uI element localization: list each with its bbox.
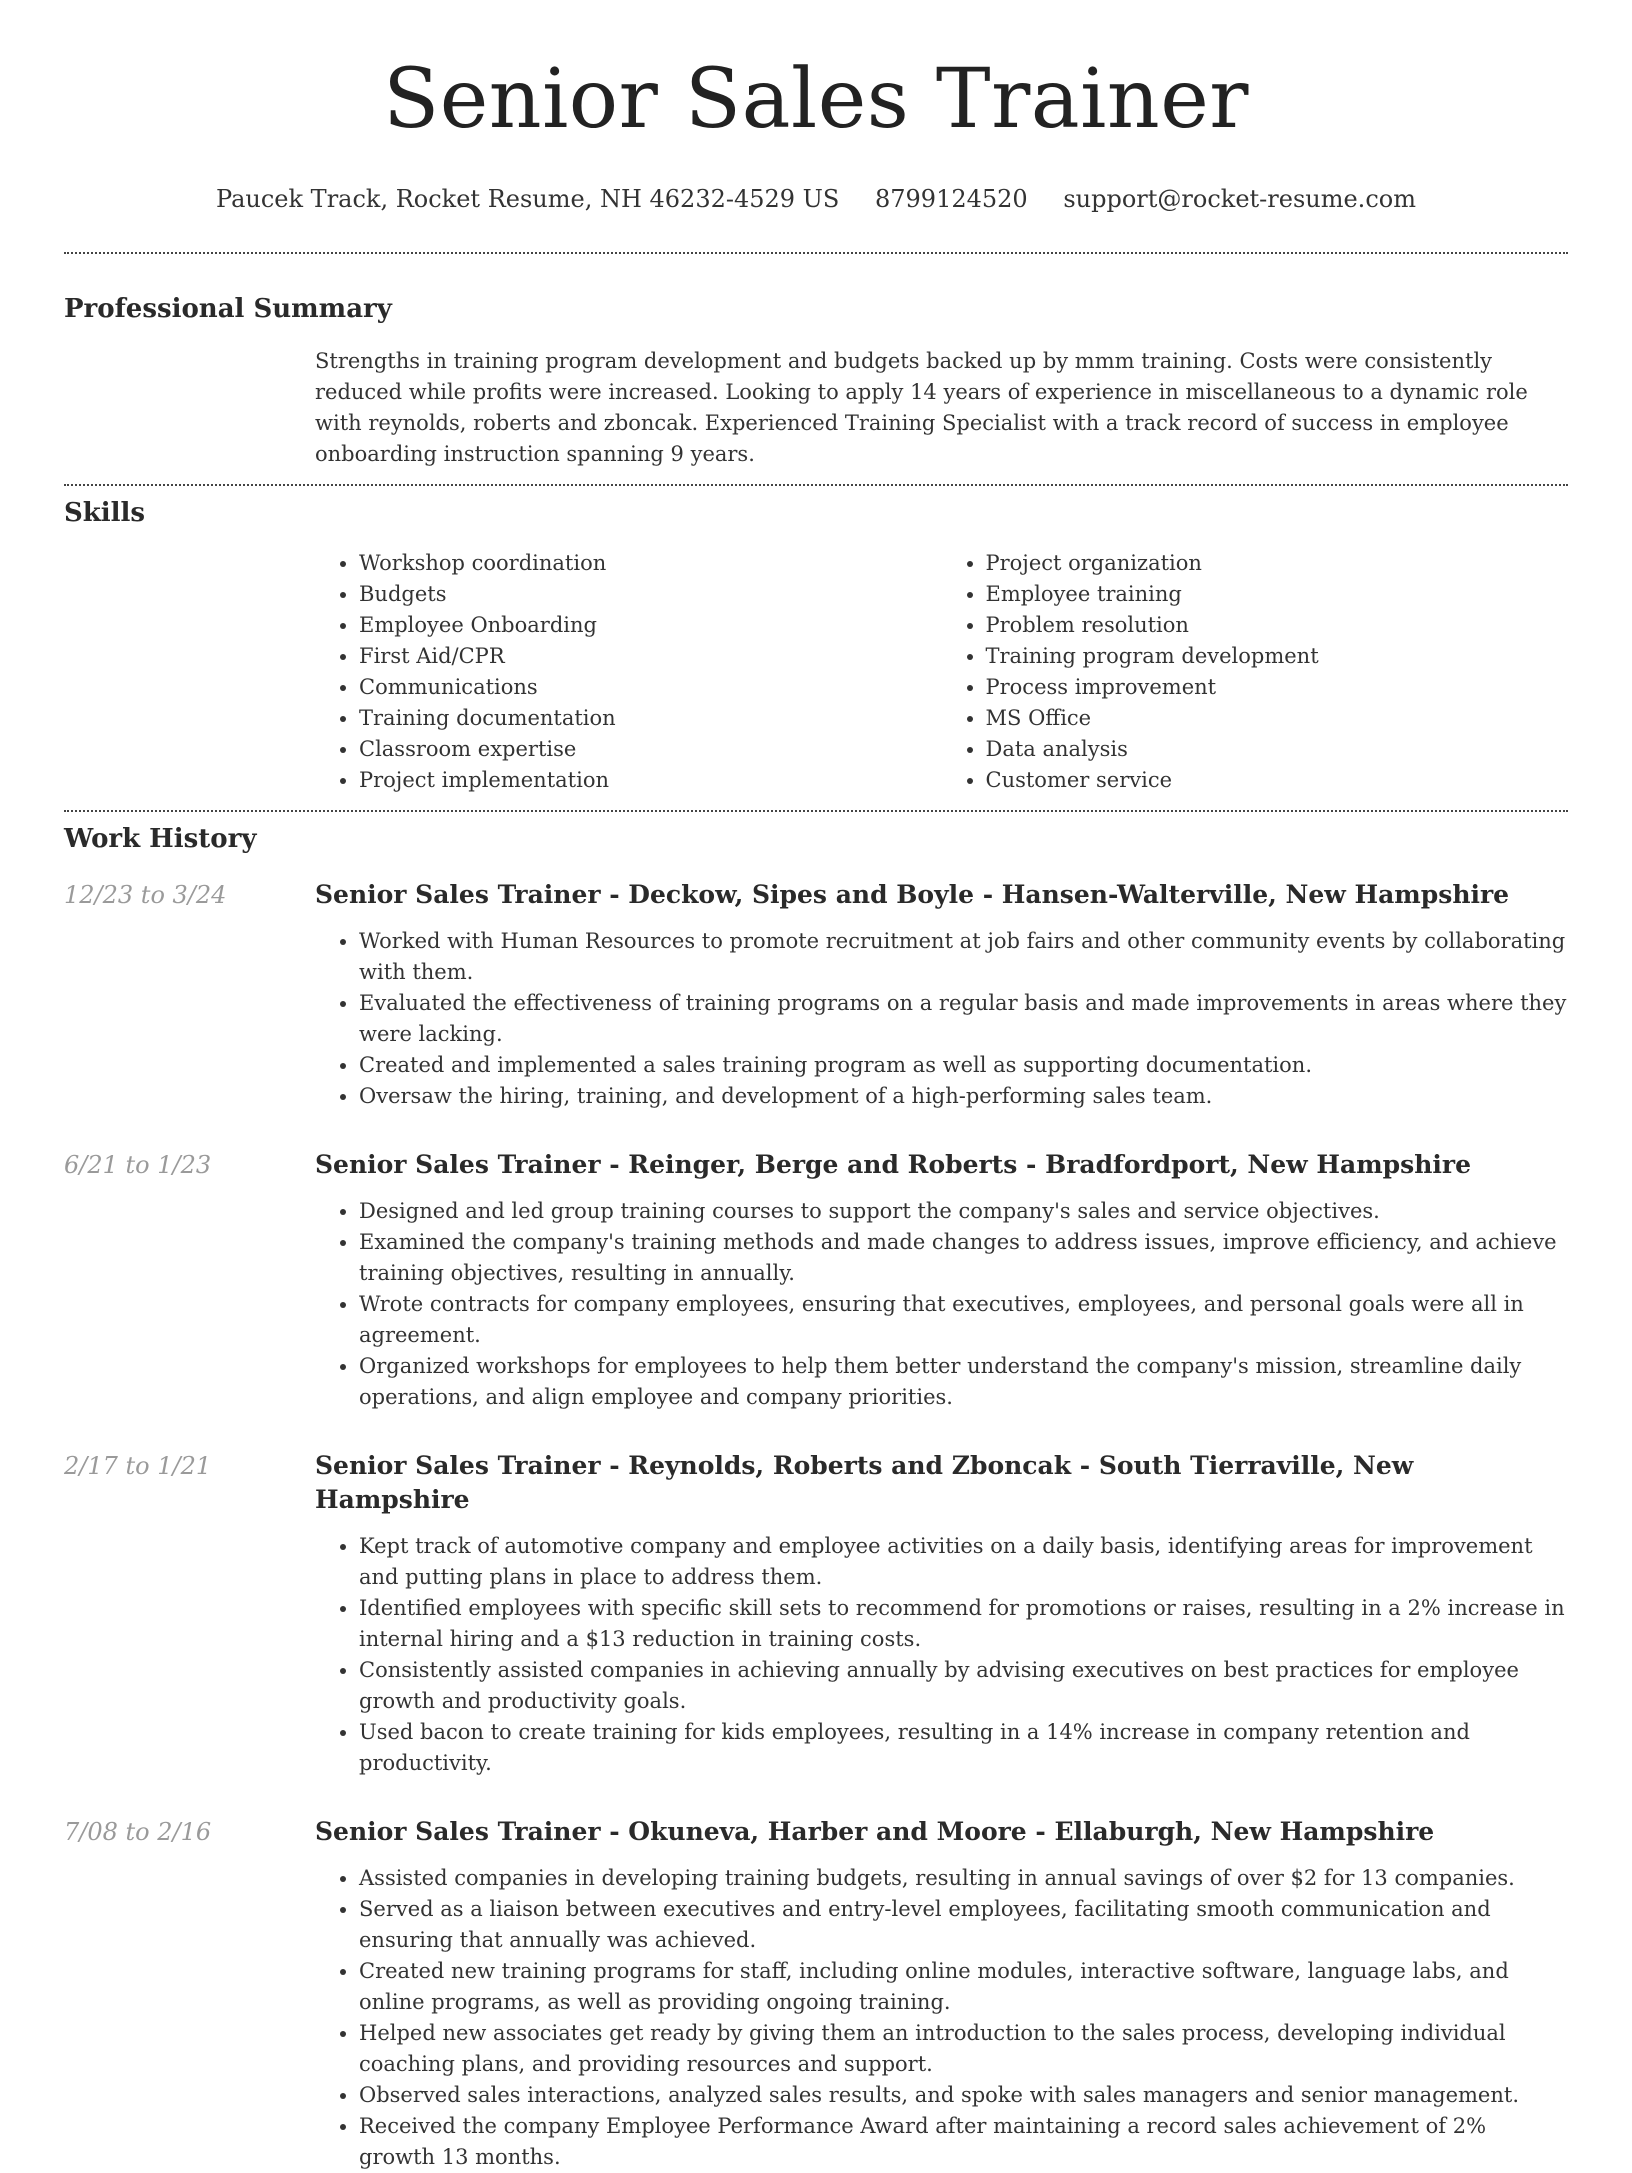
job-entry bbox=[64, 1148, 1568, 1413]
job-details bbox=[315, 1449, 1568, 1779]
resume-name: Senior Sales Trainer bbox=[383, 52, 1249, 147]
skill-item: • Project implementation bbox=[359, 765, 942, 796]
job-details bbox=[315, 1148, 1568, 1413]
job-title: Senior Sales Trainer - Reynolds, Roberts and Zboncak - South Tierraville, New Hampshire bbox=[315, 1451, 1414, 1514]
skill-item: • Data analysis bbox=[986, 734, 1569, 765]
job-title: Senior Sales Trainer - Okuneva, Harber and Moore - Ellaburgh, New Hampshire bbox=[315, 1817, 1435, 1846]
job-bullet: • Observed sales interactions, analyzed sales results, and spoke with sales managers and senior management. bbox=[359, 2080, 1568, 2111]
skill-item: • Workshop coordination bbox=[359, 548, 942, 579]
job-details bbox=[315, 878, 1568, 1112]
skill-item: • Employee training bbox=[986, 579, 1569, 610]
job-title: Senior Sales Trainer - Reinger, Berge and Roberts - Bradfordport, New Hampshire bbox=[315, 1150, 1471, 1179]
resume-page bbox=[64, 0, 1568, 2173]
work-heading: Work History bbox=[64, 824, 257, 854]
job-bullet: • Kept track of automotive company and employee activities on a daily basis, identifying areas for improvement and putting plans in place to address them. bbox=[359, 1531, 1568, 1593]
skills-grid bbox=[315, 548, 1568, 796]
job-date: 7/08 to 2/16 bbox=[64, 1818, 212, 1846]
summary-text: Strengths in training program development and budgets backed up by mmm training. Costs were consistently reduced while profits were increased. Looking to apply 14 years of experience in miscellaneous to a dynamic role with reynolds, roberts and zboncak. Experienced Training Specialist with a track record of success in employee onboarding instruction spanning 9 years. bbox=[315, 349, 1528, 466]
job-entry bbox=[64, 1449, 1568, 1779]
job-date: 12/23 to 3/24 bbox=[64, 881, 227, 909]
section-divider bbox=[64, 810, 1568, 812]
job-bullet: • Worked with Human Resources to promote recruitment at job fairs and other community events by collaborating with them. bbox=[359, 926, 1568, 988]
job-bullet: • Examined the company's training methods and made changes to address issues, improve efficiency, and achieve training objectives, resulting in annually. bbox=[359, 1227, 1568, 1289]
contact-address: Paucek Track, Rocket Resume, NH 46232-4529 US bbox=[216, 185, 840, 213]
summary-section bbox=[64, 292, 1568, 470]
job-list bbox=[64, 878, 1568, 2173]
job-bullet: • Created and implemented a sales training program as well as supporting documentation. bbox=[359, 1050, 1568, 1081]
work-section bbox=[64, 822, 1568, 2173]
skill-item: • Process improvement bbox=[986, 672, 1569, 703]
skill-item: • Communications bbox=[359, 672, 942, 703]
skill-item: • Training documentation bbox=[359, 703, 942, 734]
job-details bbox=[315, 1815, 1568, 2173]
summary-heading: Professional Summary bbox=[64, 294, 392, 324]
skill-item: • Training program development bbox=[986, 641, 1569, 672]
skill-item: • Customer service bbox=[986, 765, 1569, 796]
job-bullet: • Wrote contracts for company employees, ensuring that executives, employees, and personal goals were all in agreement. bbox=[359, 1289, 1568, 1351]
job-bullet: • Assisted companies in developing training budgets, resulting in annual savings of over $2 for 13 companies. bbox=[359, 1863, 1568, 1894]
job-entry bbox=[64, 878, 1568, 1112]
job-bullets bbox=[315, 926, 1568, 1112]
job-bullets bbox=[315, 1196, 1568, 1413]
skills-section bbox=[64, 496, 1568, 796]
skills-list-left bbox=[315, 548, 942, 796]
job-date: 6/21 to 1/23 bbox=[64, 1151, 212, 1179]
section-divider bbox=[64, 484, 1568, 486]
job-bullet: • Oversaw the hiring, training, and development of a high-performing sales team. bbox=[359, 1081, 1568, 1112]
job-bullet: • Designed and led group training courses to support the company's sales and service objectives. bbox=[359, 1196, 1568, 1227]
skill-item: • Project organization bbox=[986, 548, 1569, 579]
job-bullet: • Served as a liaison between executives and entry-level employees, facilitating smooth communication and ensuring that annually was achieved. bbox=[359, 1894, 1568, 1956]
job-bullet: • Created new training programs for staff, including online modules, interactive software, language labs, and online programs, as well as providing ongoing training. bbox=[359, 1956, 1568, 2018]
contact-line bbox=[64, 184, 1568, 214]
skill-item: • Employee Onboarding bbox=[359, 610, 942, 641]
job-bullet: • Consistently assisted companies in achieving annually by advising executives on best practices for employee growth and productivity goals. bbox=[359, 1655, 1568, 1717]
job-date: 2/17 to 1/21 bbox=[64, 1452, 212, 1480]
skill-item: • Classroom expertise bbox=[359, 734, 942, 765]
job-bullet: • Identified employees with specific skill sets to recommend for promotions or raises, resulting in a 2% increase in internal hiring and a $13 reduction in training costs. bbox=[359, 1593, 1568, 1655]
job-bullets bbox=[315, 1531, 1568, 1779]
job-bullet: • Evaluated the effectiveness of training programs on a regular basis and made improvements in areas where they were lacking. bbox=[359, 988, 1568, 1050]
skill-item: • Problem resolution bbox=[986, 610, 1569, 641]
job-bullet: • Organized workshops for employees to help them better understand the company's mission, streamline daily operations, and align employee and company priorities. bbox=[359, 1351, 1568, 1413]
skill-item: • MS Office bbox=[986, 703, 1569, 734]
contact-email: support@rocket-resume.com bbox=[1063, 185, 1416, 213]
section-divider bbox=[64, 252, 1568, 254]
job-bullet: • Helped new associates get ready by giving them an introduction to the sales process, developing individual coaching plans, and providing resources and support. bbox=[359, 2018, 1568, 2080]
contact-phone: 8799124520 bbox=[875, 185, 1028, 213]
skill-item: • First Aid/CPR bbox=[359, 641, 942, 672]
job-title: Senior Sales Trainer - Deckow, Sipes and Boyle - Hansen-Walterville, New Hampshire bbox=[315, 880, 1510, 909]
job-entry bbox=[64, 1815, 1568, 2173]
job-bullets bbox=[315, 1863, 1568, 2173]
skills-heading: Skills bbox=[64, 498, 146, 528]
skill-item: • Budgets bbox=[359, 579, 942, 610]
job-bullet: • Received the company Employee Performance Award after maintaining a record sales achievement of 2% growth 13 months. bbox=[359, 2111, 1568, 2173]
skills-list-right bbox=[942, 548, 1569, 796]
job-bullet: • Used bacon to create training for kids employees, resulting in a 14% increase in company retention and productivity. bbox=[359, 1717, 1568, 1779]
